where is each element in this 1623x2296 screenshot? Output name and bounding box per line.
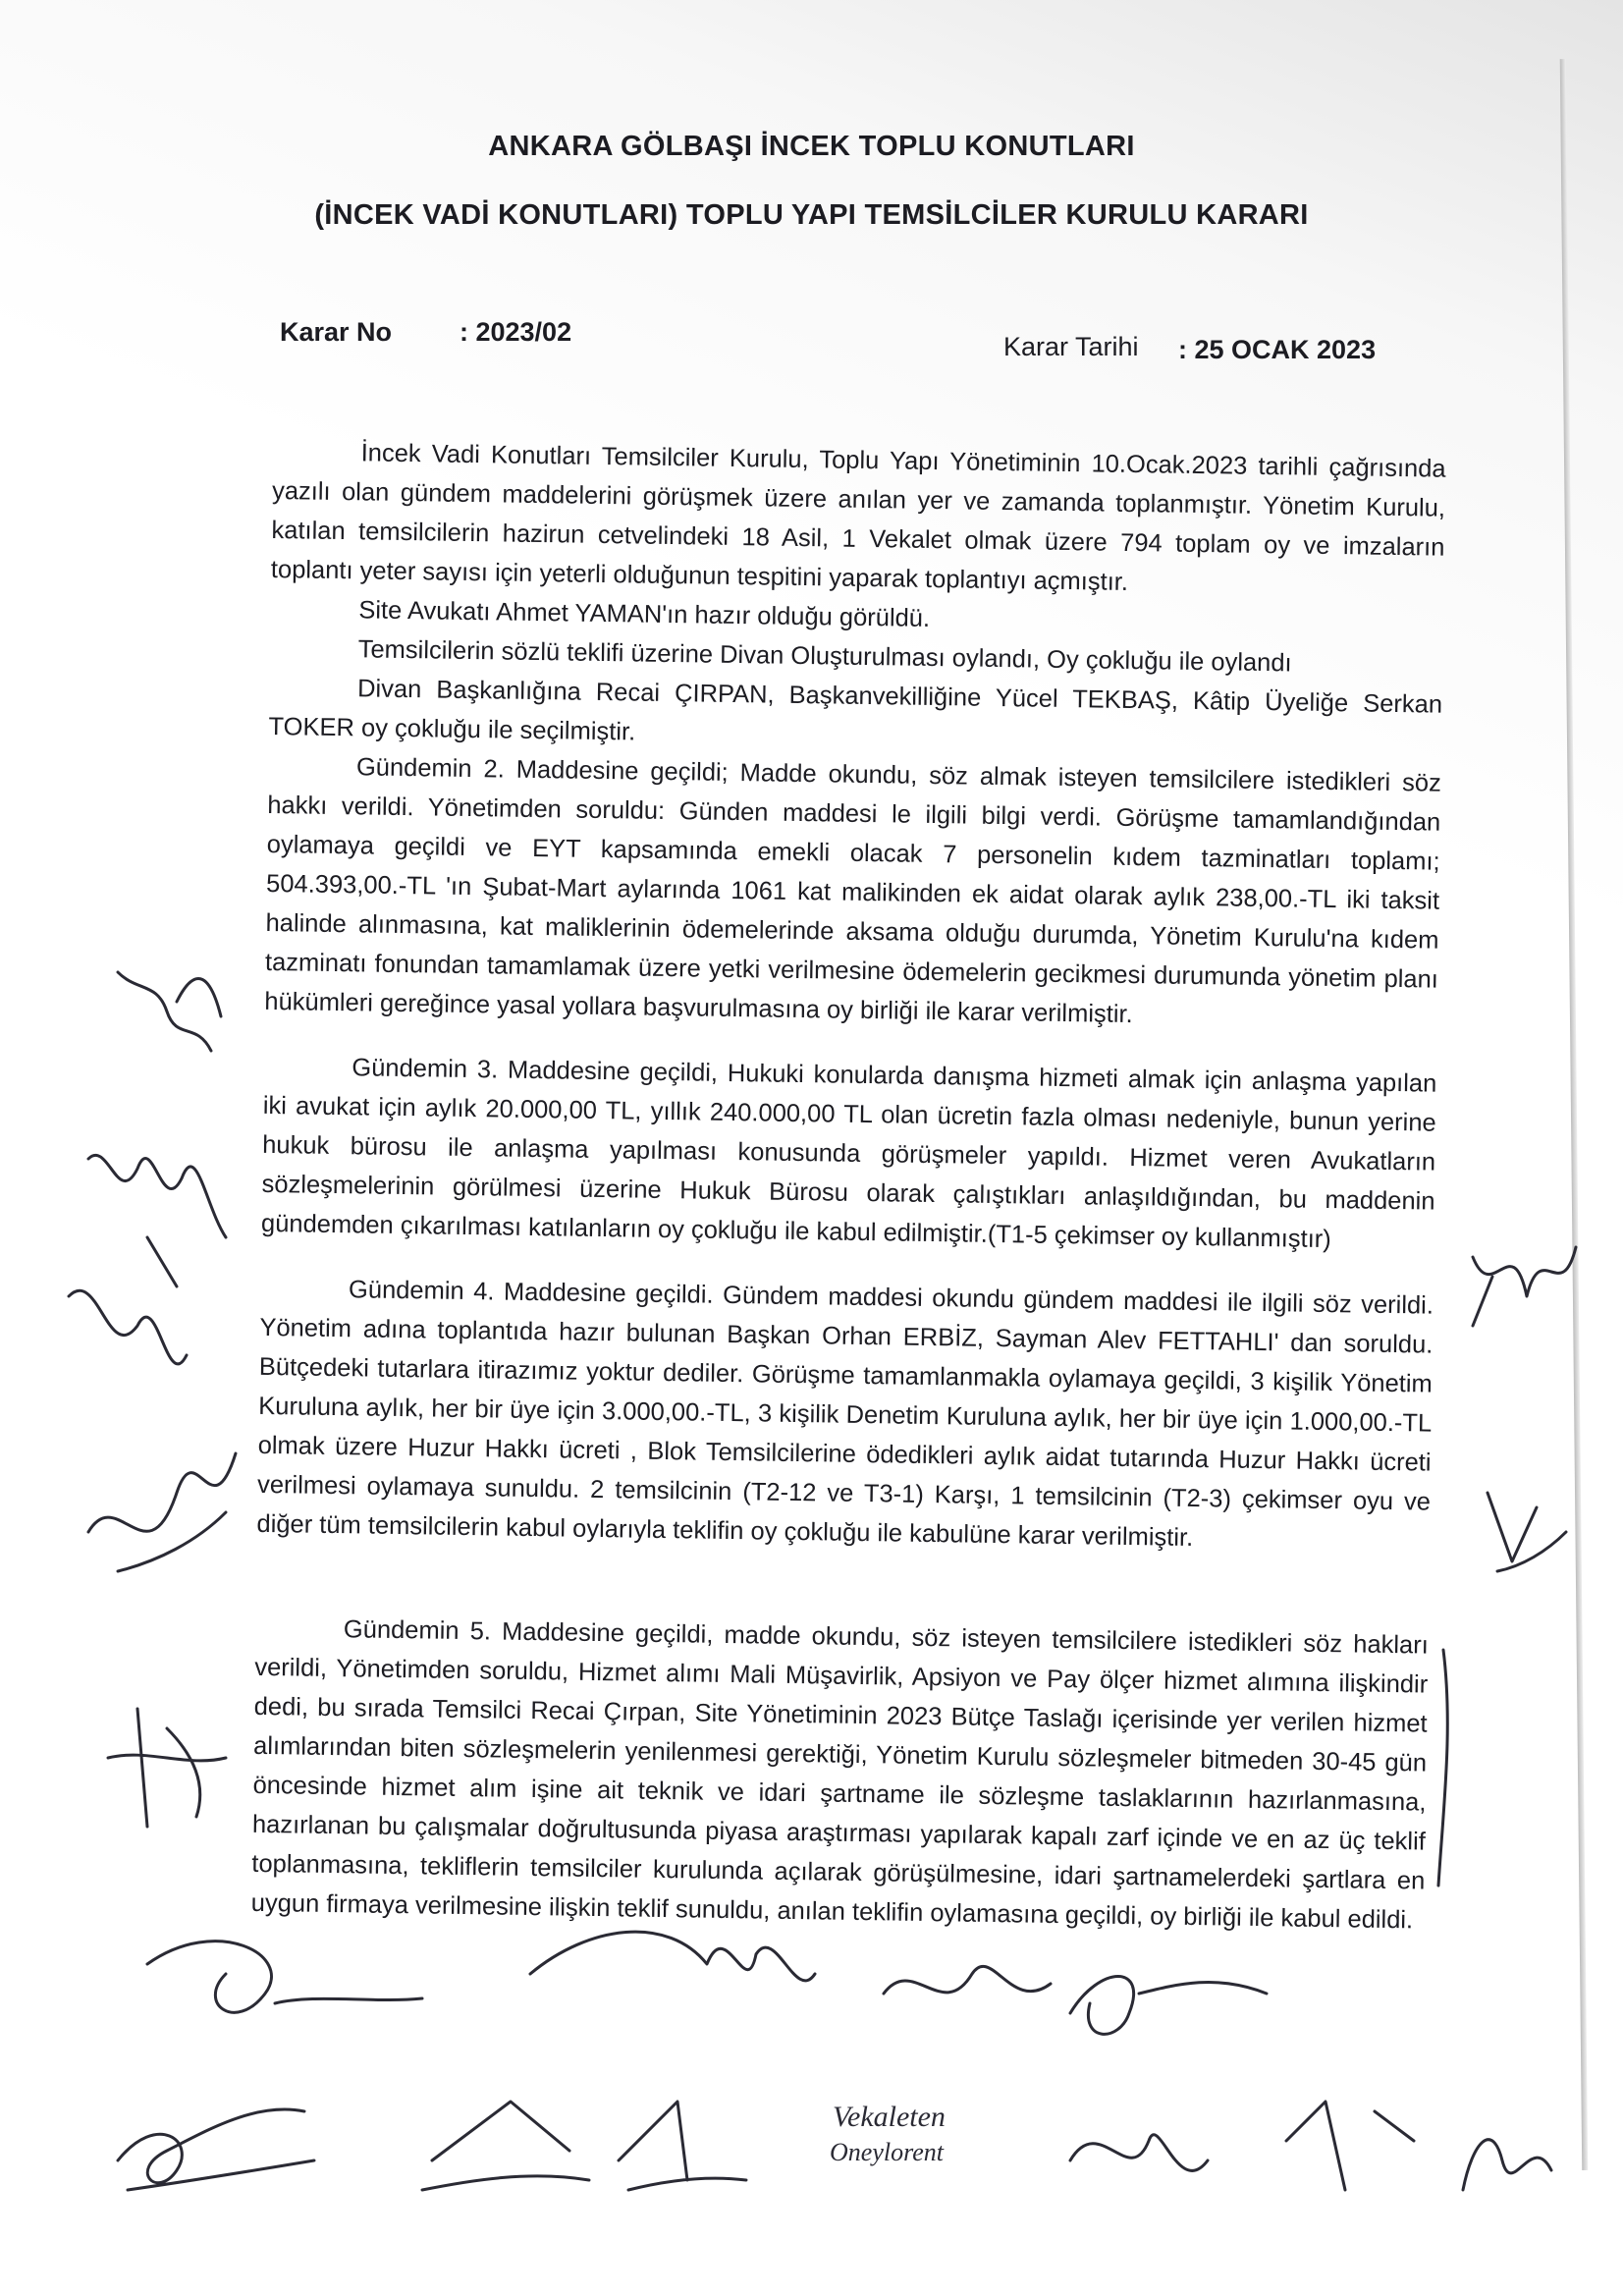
handwritten-note-2: Oneylorent (830, 2138, 944, 2166)
divan-election-paragraph: Divan Başkanlığına Recai ÇIRPAN, Başkanvekilliğine Yücel TEKBAŞ, Kâtip Üyeliğe Serkan TOKER oy çokluğu ile seçilmiştir. (268, 675, 1443, 746)
agenda-item-5-paragraph: Gündemin 5. Maddesine geçildi, madde okundu, söz isteyen temsilcilere istedikleri söz hakları verildi, Yönetimden soruldu, Hizmet alımı Mali Müşavirlik, Apsiyon ve Pay ölçer hizmet alımına ilişkindir dedi, bu sırada Temsilci Recai Çırpan, Site Yönetiminin 2023 Bütçe Taslağı içerisinde yer verilen hizmet alımlarından biten sözleşmelerin yenilenmesi gerektiği, Yönetim Kurulu sözleşmeler bitmeden 30-45 gün öncesinde hizmet alım işine ait teknik ve idari şartname ile sözleşme taslaklarının hazırlanmasına, hazırlanan bu çalışmalar doğrultusunda piyasa araştırması yapılarak kapalı zarf içinde ve en az üç teklif toplanmasına, tekliflerin temsilciler kurulunda açılarak görüşülmesine, idari şartnamelerdeki şartlara en uygun firmaya verilmesine ilişkin teklif sunuldu, anılan teklifin oylamasına geçildi, oy birliği ile kabul edildi. (250, 1615, 1430, 1935)
decision-body (250, 432, 1445, 1941)
handwritten-note: Vekaleten (833, 2101, 946, 2133)
agenda-item-4-paragraph: Gündemin 4. Maddesine geçildi. Gündem maddesi okundu gündem maddesi ile ilgili söz verildi. Yönetim adına toplantıda hazır bulunan Başkan Orhan ERBİZ, Sayman Alev FETTAHLI' dan soruldu. Bütçedeki tutarlara itirazımız yoktur dediler. Görüşme tamamlanmakla oylamaya geçildi, 3 kişilik Yönetim Kuruluna aylık, her bir üye için 3.000,00.-TL, 3 kişilik Denetim Kuruluna aylık, her bir üye için 1.000,00.-TL olmak üzere Huzur Hakkı ücreti , Blok Temsilcilerine ödedikleri aylık aidat tutarında Huzur Hakkı ücreti verilmesi oylamaya sunuldu. 2 temsilcinin (T2-12 ve T3-1) Karşı, 1 temsilcinin (T2-3) çekimser oyu ve diğer tüm temsilcilerin kabul oylarıyla teklifin oy çokluğu ile kabulüne karar verilmiştir. (256, 1276, 1434, 1553)
decision-date-label: Karar Tarihi (1003, 332, 1139, 361)
decision-no-label: Karar No (280, 317, 393, 347)
divan-vote-paragraph: Temsilcilerin sözlü teklifi üzerine Divan Oluşturulması oylandı, Oy çokluğu ile oylandı (357, 635, 1292, 678)
document-title-line-1: ANKARA GÖLBAŞI İNCEK TOPLU KONUTLARI (488, 131, 1135, 162)
lawyer-present-paragraph: Site Avukatı Ahmet YAMAN'ın hazır olduğu görüldü. (358, 596, 931, 632)
opening-paragraph: İncek Vadi Konutları Temsilciler Kurulu, Toplu Yapı Yönetiminin 10.Ocak.2023 tarihli çağrısında yazılı olan gündem maddelerini görüşmek üzere anılan yer ve zamanda toplanmıştır. Yönetim Kurulu, katılan temsilcilerin hazirun cetvelindeki 18 Asil, 1 Vekalet olmak üzere 794 toplam oy ve imzaların toplantı yeter sayısı için yeterli olduğunun tespitini yaparak toplantıyı açmıştır. (270, 439, 1446, 596)
agenda-item-3-paragraph: Gündemin 3. Maddesine geçildi, Hukuki konularda danışma hizmeti almak için anlaşma yapılan iki avukat için aylık 20.000,00 TL, yıllık 240.000,00 TL olan ücretin fazla olması nedeniyle, bunun yerine hukuk bürosu ile anlaşma yapılması konusunda görüşmeler yapıldı. Hizmet veren Avukatların sözleşmelerinin görülmesi üzerine Hukuk Bürosu olarak çalıştıkları anlaşıldığından, bu maddenin gündemden çıkarılması katılanların oy çokluğu ile kabul edilmiştir.(T1-5 çekimser oy kullanmıştır) (260, 1054, 1437, 1254)
document-title-line-2: (İNCEK VADİ KONUTLARI) TOPLU YAPI TEMSİLCİLER KURULU KARARI (314, 199, 1309, 231)
decision-date-value: : 25 OCAK 2023 (1178, 335, 1377, 364)
decision-no-value: : 2023/02 (460, 317, 572, 347)
agenda-item-2-paragraph: Gündemin 2. Maddesine geçildi; Madde okundu, söz almak isteyen temsilcilere istedikleri söz hakkı verildi. Yönetimden soruldu: Günden maddesi le ilgili bilgi verdi. Görüşme tamamlandığından oylamaya geçildi ve EYT kapsamında emekli olacak 7 personelin kıdem tazminatları toplamı; 504.393,00.-TL 'ın Şubat-Mart aylarında 1061 kat malikinden ek aidat olarak aylık 238,00.-TL iki taksit halinde alınmasına, kat maliklerinin ödemelerinde aksama olduğu durumda, Yönetim Kurulu'na kıdem tazminatı fonundan tamamlamak üzere yetki verilmesine ödemelerin gecikmesi durumunda yönetim planı hükümleri gereğince yasal yollara başvurulmasına oy birliği ile karar verilmiştir. (264, 753, 1442, 1029)
